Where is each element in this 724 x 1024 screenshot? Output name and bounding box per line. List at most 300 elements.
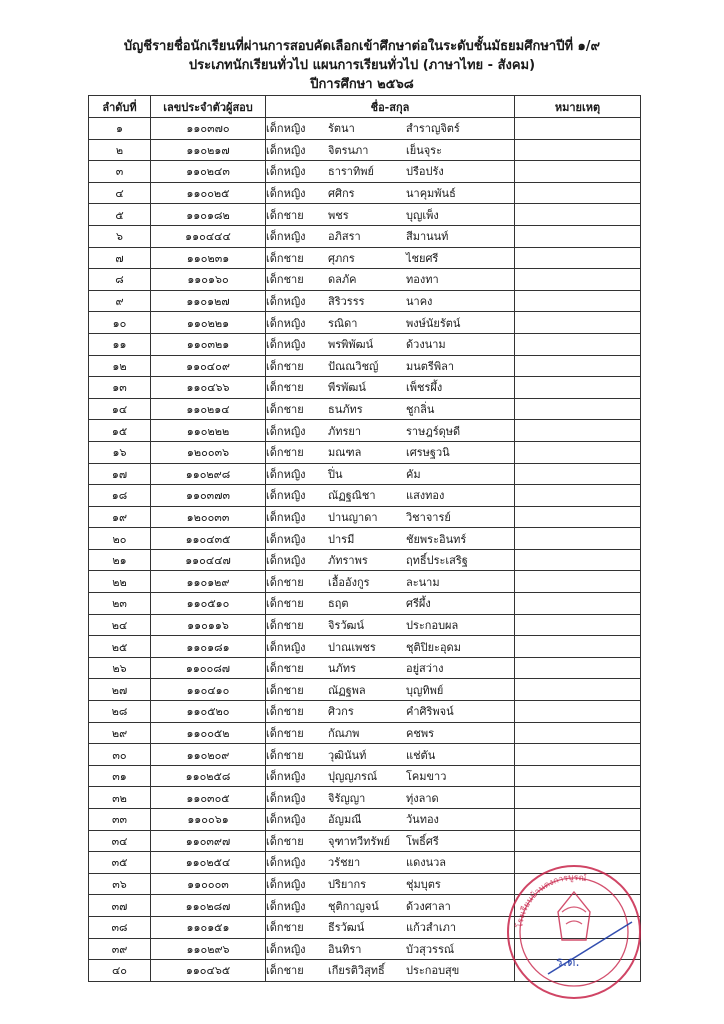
row-number: ๔	[89, 182, 151, 204]
last-name: บุญทิพย์	[406, 683, 444, 697]
exam-id: ๑๑๐๑๒๙	[151, 571, 266, 593]
first-name: วุฒินันท์	[328, 748, 367, 762]
name-prefix: เด็กหญิง	[266, 942, 306, 956]
last-name: เย็นจุระ	[406, 143, 442, 157]
row-number: ๓	[89, 161, 151, 183]
student-name	[266, 333, 515, 355]
remarks	[515, 204, 641, 226]
name-prefix: เด็กชาย	[266, 575, 304, 589]
name-prefix: เด็กหญิง	[266, 640, 306, 654]
first-name: พชร	[328, 208, 349, 222]
student-name	[266, 765, 515, 787]
row-number: ๓๐	[89, 744, 151, 766]
first-name: ปานญาดา	[328, 510, 378, 524]
row-number: ๒๓	[89, 593, 151, 615]
first-name: ชุติกาญจน์	[328, 899, 379, 913]
table-row	[89, 679, 641, 701]
remarks	[515, 118, 641, 140]
table-row	[89, 398, 641, 420]
row-number: ๑๙	[89, 506, 151, 528]
last-name: ชูกลิ่น	[406, 403, 435, 417]
name-prefix: เด็กชาย	[266, 748, 304, 762]
exam-id: ๑๑๐๓๙๗	[151, 830, 266, 852]
name-prefix: เด็กหญิง	[266, 187, 306, 201]
exam-id: ๑๑๐๔๖๕	[151, 960, 266, 982]
column-header-exam-id: เลขประจำตัวผู้สอบ	[151, 96, 266, 118]
remarks	[515, 809, 641, 831]
first-name: ศิวกร	[328, 705, 354, 719]
remarks	[515, 377, 641, 399]
first-name: ธฤต	[328, 597, 349, 611]
table-row	[89, 787, 641, 809]
last-name: วันทอง	[406, 813, 439, 827]
last-name: คัม	[406, 467, 421, 481]
exam-id: ๑๑๐๑๑๖	[151, 614, 266, 636]
student-name	[266, 420, 515, 442]
table-row	[89, 312, 641, 334]
academic-year: ปีการศึกษา ๒๕๖๘	[310, 77, 414, 92]
row-number: ๑	[89, 118, 151, 140]
first-name: จิรัญญา	[328, 791, 366, 805]
exam-id: ๑๑๐๒๓๑	[151, 247, 266, 269]
student-name	[266, 182, 515, 204]
last-name: แช่ตัน	[406, 748, 436, 762]
last-name: นาคง	[406, 295, 433, 309]
document-subtitle: ประเภทนักเรียนทั่วไป แผนการเรียนทั่วไป (ภาษาไทย - สังคม)	[188, 58, 536, 73]
exam-id: ๑๑๐๐๒๕	[151, 182, 266, 204]
student-name	[266, 377, 515, 399]
name-prefix: เด็กหญิง	[266, 510, 306, 524]
last-name: ศรีผึ้ง	[406, 597, 431, 611]
last-name: ประกอบผล	[406, 618, 459, 632]
name-prefix: เด็กหญิง	[266, 791, 306, 805]
table-row	[89, 809, 641, 831]
table-row	[89, 269, 641, 291]
remarks	[515, 528, 641, 550]
row-number: ๓๓	[89, 809, 151, 831]
stamp-text: โรงเรียนบ้านดงการบูรณ์	[515, 872, 588, 929]
first-name: ศุภกร	[328, 251, 355, 265]
name-prefix: เด็กหญิง	[266, 165, 306, 179]
document-title: บัญชีรายชื่อนักเรียนที่ผ่านการสอบคัดเลือกเข้าศึกษาต่อในระดับชั้นมัธยมศึกษาปีที่ ๑/๙	[123, 39, 601, 54]
student-name	[266, 204, 515, 226]
exam-id: ๑๑๐๔๓๕	[151, 528, 266, 550]
column-header-number: ลำดับที่	[89, 96, 151, 118]
table-row	[89, 290, 641, 312]
name-prefix: เด็กหญิง	[266, 856, 306, 870]
remarks	[515, 355, 641, 377]
first-name: ดลภัค	[328, 273, 357, 287]
student-name	[266, 290, 515, 312]
row-number: ๓๑	[89, 765, 151, 787]
remarks	[515, 679, 641, 701]
exam-id: ๑๑๐๐๖๑	[151, 809, 266, 831]
student-name	[266, 549, 515, 571]
table-row	[89, 161, 641, 183]
first-name: พีรพัฒน์	[328, 381, 366, 395]
remarks	[515, 312, 641, 334]
exam-id: ๑๑๐๔๖๖	[151, 377, 266, 399]
student-name	[266, 701, 515, 723]
name-prefix: เด็กหญิง	[266, 143, 306, 157]
last-name: ทองทา	[406, 273, 439, 287]
name-prefix: เด็กชาย	[266, 662, 304, 676]
name-prefix: เด็กหญิง	[266, 338, 306, 352]
remarks	[515, 787, 641, 809]
student-name	[266, 506, 515, 528]
remarks	[515, 441, 641, 463]
first-name: พรพิพัฒน์	[328, 338, 374, 352]
first-name: ปาณเพชร	[328, 640, 376, 654]
first-name: นภัทร	[328, 662, 356, 676]
remarks	[515, 614, 641, 636]
first-name: อัญมณี	[328, 813, 362, 827]
remarks	[515, 722, 641, 744]
last-name: คำศิริพจน์	[406, 705, 454, 719]
exam-id: ๑๑๐๕๒๐	[151, 701, 266, 723]
name-prefix: เด็กหญิง	[266, 230, 306, 244]
exam-id: ๑๑๐๑๒๗	[151, 290, 266, 312]
student-name	[266, 809, 515, 831]
row-number: ๓๕	[89, 852, 151, 874]
name-prefix: เด็กชาย	[266, 208, 304, 222]
last-name: มนตรีพิลา	[406, 359, 454, 373]
name-prefix: เด็กชาย	[266, 597, 304, 611]
name-prefix: เด็กชาย	[266, 403, 304, 417]
last-name: วิชาจารย์	[406, 510, 451, 524]
student-name	[266, 744, 515, 766]
last-name: ชุ่มบุตร	[406, 878, 441, 892]
row-number: ๒๕	[89, 636, 151, 658]
last-name: แดงนวล	[406, 856, 447, 870]
exam-id: ๑๑๐๔๑๐	[151, 679, 266, 701]
table-row	[89, 225, 641, 247]
name-prefix: เด็กชาย	[266, 251, 304, 265]
remarks	[515, 290, 641, 312]
remarks	[515, 420, 641, 442]
last-name: ฤทธิ์ประเสริฐ	[406, 554, 468, 568]
student-name	[266, 528, 515, 550]
name-prefix: เด็กหญิง	[266, 489, 306, 503]
row-number: ๗	[89, 247, 151, 269]
table-row	[89, 571, 641, 593]
last-name: บัวสุวรรณ์	[406, 942, 455, 956]
student-name	[266, 679, 515, 701]
remarks	[515, 225, 641, 247]
row-number: ๒๑	[89, 549, 151, 571]
name-prefix: เด็กชาย	[266, 834, 304, 848]
remarks	[515, 549, 641, 571]
last-name: แก้วสำเภา	[406, 921, 457, 935]
name-prefix: เด็กหญิง	[266, 770, 306, 784]
name-prefix: เด็กชาย	[266, 683, 304, 697]
row-number: ๕	[89, 204, 151, 226]
last-name: แสงทอง	[406, 489, 445, 503]
last-name: นาคุมพันธ์	[406, 187, 456, 201]
student-name	[266, 636, 515, 658]
exam-id: ๑๑๐๓๐๕	[151, 787, 266, 809]
first-name: มณฑล	[328, 446, 362, 460]
student-name	[266, 571, 515, 593]
exam-id: ๑๑๐๔๐๙	[151, 355, 266, 377]
row-number: ๓๒	[89, 787, 151, 809]
first-name: อภิสรา	[328, 230, 361, 244]
name-prefix: เด็กชาย	[266, 381, 304, 395]
first-name: ธนภัทร	[328, 403, 363, 417]
first-name: ธาราทิพย์	[328, 165, 374, 179]
student-name	[266, 441, 515, 463]
table-row	[89, 657, 641, 679]
name-prefix: เด็กชาย	[266, 921, 304, 935]
name-prefix: เด็กหญิง	[266, 295, 306, 309]
student-name	[266, 139, 515, 161]
remarks	[515, 139, 641, 161]
student-name	[266, 312, 515, 334]
row-number: ๓๔	[89, 830, 151, 852]
name-prefix: เด็กชาย	[266, 705, 304, 719]
exam-id: ๑๑๐๒๑๔	[151, 398, 266, 420]
name-prefix: เด็กหญิง	[266, 467, 306, 481]
exam-id: ๑๑๐๔๔๗	[151, 549, 266, 571]
exam-id: ๑๒๐๐๓๖	[151, 441, 266, 463]
name-prefix: เด็กชาย	[266, 446, 304, 460]
remarks	[515, 485, 641, 507]
name-prefix: เด็กหญิง	[266, 122, 306, 136]
first-name: จิรวัฒน์	[328, 618, 364, 632]
remarks	[515, 247, 641, 269]
student-name	[266, 355, 515, 377]
student-name	[266, 161, 515, 183]
last-name: อยู่สว่าง	[406, 662, 444, 676]
exam-id: ๑๑๐๑๘๒	[151, 204, 266, 226]
remarks	[515, 182, 641, 204]
table-row	[89, 722, 641, 744]
name-prefix: เด็กชาย	[266, 618, 304, 632]
first-name: ปารมี	[328, 532, 355, 546]
exam-id: ๑๑๐๕๑๐	[151, 593, 266, 615]
exam-id: ๑๑๐๑๖๐	[151, 269, 266, 291]
row-number: ๒	[89, 139, 151, 161]
student-name	[266, 938, 515, 960]
exam-id: ๑๑๐๓๒๑	[151, 333, 266, 355]
last-name: ไชยศรี	[406, 251, 439, 265]
remarks	[515, 765, 641, 787]
student-roster-table	[88, 95, 641, 982]
row-number: ๙	[89, 290, 151, 312]
row-number: ๓๖	[89, 873, 151, 895]
student-name	[266, 657, 515, 679]
table-row	[89, 830, 641, 852]
remarks	[515, 657, 641, 679]
row-number: ๘	[89, 269, 151, 291]
name-prefix: เด็กหญิง	[266, 316, 306, 330]
last-name: ด้วงนาม	[406, 338, 446, 352]
first-name: ณัฏฐณิชา	[328, 489, 376, 503]
first-name: ปัณณวิชญ์	[328, 359, 379, 373]
exam-id: ๑๑๐๒๔๓	[151, 161, 266, 183]
row-number: ๑๐	[89, 312, 151, 334]
exam-id: ๑๑๐๒๕๔	[151, 852, 266, 874]
first-name: ธีรวัฒน์	[328, 921, 365, 935]
table-row	[89, 506, 641, 528]
row-number: ๑๗	[89, 463, 151, 485]
student-name	[266, 593, 515, 615]
first-name: ศศิกร	[328, 187, 355, 201]
exam-id: ๑๑๐๑๕๑	[151, 916, 266, 938]
table-row	[89, 614, 641, 636]
row-number: ๑๕	[89, 420, 151, 442]
name-prefix: เด็กหญิง	[266, 899, 306, 913]
student-name	[266, 852, 515, 874]
exam-id: ๑๑๐๒๕๘	[151, 765, 266, 787]
student-name	[266, 269, 515, 291]
last-name: เพ็ชรผึ้ง	[406, 381, 443, 395]
table-row	[89, 420, 641, 442]
row-number: ๒๐	[89, 528, 151, 550]
first-name: กัณภพ	[328, 726, 360, 740]
student-name	[266, 830, 515, 852]
last-name: บุญเพ็ง	[406, 208, 439, 222]
remarks	[515, 398, 641, 420]
school-seal-stamp	[504, 862, 644, 1002]
last-name: ชุติปิยะอุดม	[406, 640, 461, 654]
table-row	[89, 377, 641, 399]
row-number: ๖	[89, 225, 151, 247]
table-row	[89, 463, 641, 485]
last-name: สีมานนท์	[406, 230, 449, 244]
row-number: ๑๘	[89, 485, 151, 507]
name-prefix: เด็กชาย	[266, 273, 304, 287]
svg-text:โรงเรียนบ้านดงการบูรณ์	[514, 872, 587, 928]
table-row	[89, 765, 641, 787]
remarks	[515, 506, 641, 528]
row-number: ๓๘	[89, 916, 151, 938]
exam-id: ๑๑๐๒๙๖	[151, 938, 266, 960]
row-number: ๒๘	[89, 701, 151, 723]
table-row	[89, 636, 641, 658]
student-name	[266, 873, 515, 895]
remarks	[515, 161, 641, 183]
row-number: ๑๖	[89, 441, 151, 463]
table-row	[89, 247, 641, 269]
name-prefix: เด็กหญิง	[266, 878, 306, 892]
exam-id: ๑๑๐๓๗๐	[151, 118, 266, 140]
row-number: ๑๓	[89, 377, 151, 399]
stamp-initial: ร.ด.	[556, 955, 580, 970]
student-name	[266, 247, 515, 269]
student-name	[266, 485, 515, 507]
table-row	[89, 441, 641, 463]
last-name: ราษฎร์ดุษดี	[406, 424, 461, 438]
first-name: ปิ่น	[328, 467, 343, 481]
exam-id: ๑๑๐๐๘๗	[151, 657, 266, 679]
row-number: ๒๖	[89, 657, 151, 679]
last-name: เศรษฐวนิ	[406, 446, 450, 460]
student-name	[266, 895, 515, 917]
student-name	[266, 463, 515, 485]
first-name: จิตรนภา	[328, 143, 369, 157]
first-name: อินทิรา	[328, 942, 362, 956]
last-name: ด้วงศาลา	[406, 899, 451, 913]
first-name: จุฑาทวีทรัพย์	[328, 834, 391, 848]
first-name: วรัชยา	[328, 856, 361, 870]
remarks	[515, 830, 641, 852]
table-row	[89, 593, 641, 615]
student-name	[266, 722, 515, 744]
exam-id: ๑๑๐๓๗๓	[151, 485, 266, 507]
first-name: เกียรติวิสุทธิ์	[328, 964, 385, 978]
last-name: ละนาม	[406, 575, 440, 589]
row-number: ๒๗	[89, 679, 151, 701]
name-prefix: เด็กหญิง	[266, 424, 306, 438]
row-number: ๑๒	[89, 355, 151, 377]
first-name: สิริวรรร	[328, 295, 365, 309]
table-row	[89, 485, 641, 507]
student-name	[266, 960, 515, 982]
column-header-full-name: ชื่อ-สกุล	[266, 96, 515, 118]
table-row	[89, 204, 641, 226]
exam-id: ๑๑๐๒๒๒	[151, 420, 266, 442]
table-header-row	[89, 96, 641, 118]
last-name: สำราญจิตร์	[406, 122, 460, 136]
first-name: เอื้ออังกูร	[328, 575, 370, 589]
table-row	[89, 701, 641, 723]
exam-id: ๑๑๐๒๙๘	[151, 463, 266, 485]
remarks	[515, 701, 641, 723]
exam-id: ๑๑๐๑๘๑	[151, 636, 266, 658]
first-name: ภัทราพร	[328, 554, 368, 568]
student-name	[266, 118, 515, 140]
remarks	[515, 636, 641, 658]
student-name	[266, 916, 515, 938]
table-row	[89, 744, 641, 766]
table-row	[89, 118, 641, 140]
exam-id: ๑๑๐๔๔๔	[151, 225, 266, 247]
row-number: ๑๑	[89, 333, 151, 355]
name-prefix: เด็กหญิง	[266, 532, 306, 546]
table-row	[89, 528, 641, 550]
student-name	[266, 398, 515, 420]
last-name: คชพร	[406, 726, 434, 740]
table-row	[89, 355, 641, 377]
exam-id: ๑๒๐๐๓๓	[151, 506, 266, 528]
name-prefix: เด็กหญิง	[266, 554, 306, 568]
first-name: ภัทรยา	[328, 424, 362, 438]
remarks	[515, 571, 641, 593]
column-header-remarks: หมายเหตุ	[515, 96, 641, 118]
last-name: พงษ์นัยรัตน์	[406, 316, 461, 330]
remarks	[515, 744, 641, 766]
table-row	[89, 139, 641, 161]
last-name: ประกอบสุข	[406, 964, 460, 978]
last-name: ชัยพระอินทร์	[406, 532, 467, 546]
row-number: ๒๔	[89, 614, 151, 636]
row-number: ๒๒	[89, 571, 151, 593]
first-name: ปริยากร	[328, 878, 367, 892]
last-name: ปรือปรัง	[406, 165, 444, 179]
row-number: ๓๙	[89, 938, 151, 960]
student-name	[266, 225, 515, 247]
exam-id: ๑๑๐๒๐๙	[151, 744, 266, 766]
student-name	[266, 787, 515, 809]
row-number: ๔๐	[89, 960, 151, 982]
name-prefix: เด็กชาย	[266, 726, 304, 740]
table-row	[89, 182, 641, 204]
remarks	[515, 463, 641, 485]
first-name: รัตนา	[328, 122, 355, 136]
last-name: โพธิ์ศรี	[406, 834, 439, 848]
name-prefix: เด็กหญิง	[266, 813, 306, 827]
